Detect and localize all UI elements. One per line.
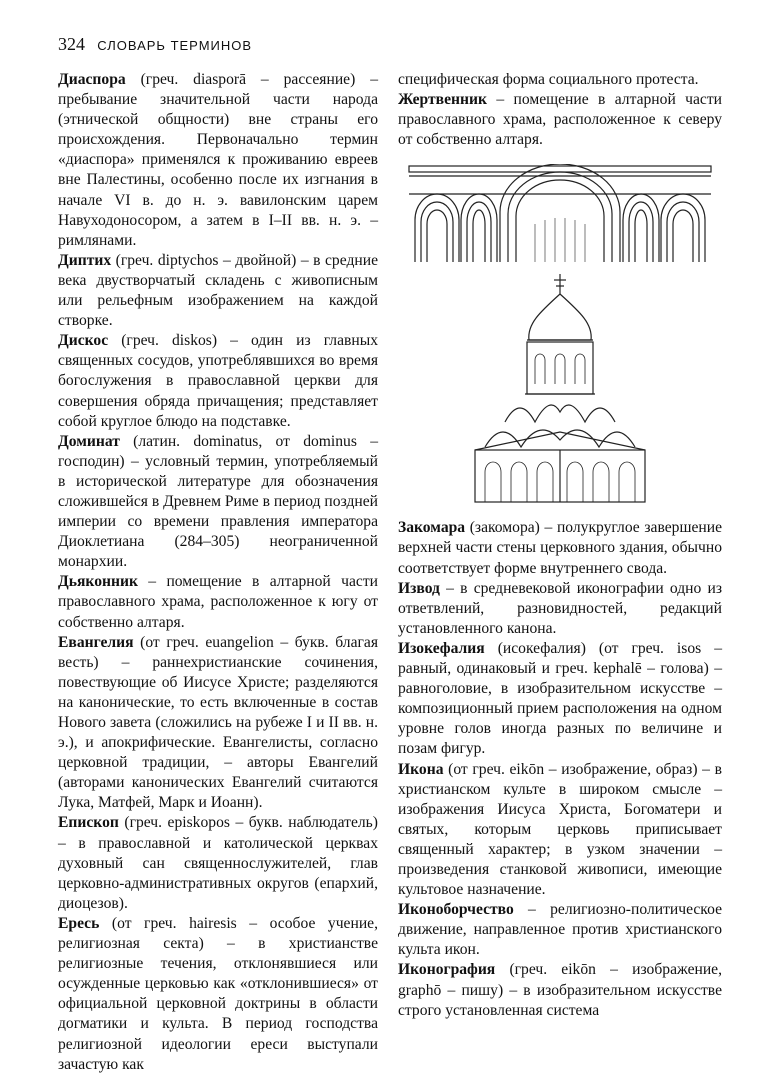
entry-izokefalia: [398, 639, 722, 760]
entry-ikona: [398, 760, 722, 901]
entry-term: Диаспора: [58, 71, 126, 88]
entry-diskos: [58, 331, 378, 431]
entry-term: Изокефалия: [398, 639, 485, 657]
entry-ikonoborchestvo: [398, 900, 722, 960]
entry-text: (греч. eikōn – изображение, graphō – пишу) – в изобразительном искусстве строго установленная система: [398, 961, 722, 1019]
entry-text: (закомора) – полукруглое завершение верхней части стены церковного здания, обычно соответствует форме внутреннего свода.: [398, 519, 722, 577]
entry-text: (исокефалия) (от греч. isos – равный, одинаковый и греч. kephalē – голова) – равноголовие, в изобразительном искусстве – композиционный прием расположения на одном уровне голов иногда разных по величине и позам фигур.: [398, 639, 722, 758]
zakomara-facade-illustration: [405, 164, 715, 264]
entry-term: Иконография: [398, 961, 496, 979]
entry-text: (греч. diasporā – рассеяние) – пребывание значительной части народа (этнической общности) вне страны его происхождения. Первоначально термин «диаспора» применялся к проживанию евреев вне Палестины, особенно после их изгнания в начале VI в. до н. э. вавилонским царем Навуходоносором, а затем в I–II вв. н. э. – римлянами.: [58, 71, 378, 249]
entry-term: Диптих: [58, 251, 112, 269]
entry-ikonografia: [398, 960, 722, 1020]
entry-text: (греч. diptychos – двойной) – в средние века двустворчатый складень с живописным или рельефным изображением на каждой створке.: [58, 251, 378, 330]
entry-evangelia: [58, 633, 378, 814]
entry-izvod: [398, 579, 722, 639]
entry-text: специфическая форма социального протеста.: [398, 71, 699, 88]
entry-zakomara: [398, 518, 722, 578]
entry-term: Жертвенник: [398, 91, 487, 109]
entry-episkop: [58, 813, 378, 913]
entry-continuation: [398, 70, 722, 90]
page-number: 324: [58, 34, 85, 54]
right-column: [398, 70, 722, 1021]
entry-term: Извод: [398, 579, 440, 597]
entry-term: Дьяконник: [58, 573, 138, 591]
entry-text: (греч. diskos) – один из главных священных сосудов, употреблявшихся во время богослужения в православной церкви для совершения обряда причащения; представляет собой круглое блюдо на подставке.: [58, 332, 378, 430]
entry-term: Евангелия: [58, 633, 134, 651]
entry-text: (от греч. eikōn – изображение, образ) – в христианском культе в широком смысле – изображения Иисуса Христа, Богоматери и святых, которым церковь приписывает священный характер; в узком значении – произведения станковой живописи, имеющие культовое назначение.: [398, 760, 722, 899]
entry-term: Ересь: [58, 914, 100, 932]
page-title: СЛОВАРЬ ТЕРМИНОВ: [97, 38, 253, 53]
entry-text: (от греч. hairesis – особое учение, религиозная секта) – в христианстве религиозные течения, отклонявшиеся или осужденные церковью как «отклонившиеся» от официальной церковной доктрины в области догматики и культа. В период господства религиозной идеологии ереси выступали зачастую как: [58, 914, 378, 1073]
entry-text: (от греч. euangelion – букв. благая весть) – раннехристианские сочинения, повествующие об Иисусе Христе; разделяются на канонические, то есть включенные в состав Нового завета (сложились на рубеже I и II вв. н. э.), и апокрифические. Евангелисты, согласно церковной традиции, – авторы Евангелий (авторами канонических Евангелий считаются Лука, Матфей, Марк и Иоанн).: [58, 633, 378, 812]
entry-term: Дискос: [58, 332, 109, 350]
entry-term: Доминат: [58, 432, 120, 450]
entry-term: Закомара: [398, 519, 466, 537]
church-dome-illustration: [445, 272, 675, 504]
entry-dyakonnik: [58, 572, 378, 632]
entry-term: Иконоборчество: [398, 901, 514, 919]
entry-text: (латин. dominatus, от dominus – господин) – условный термин, употребляемый в исторической литературе для обозначения сложившейся в Древнем Риме в период поздней империи со времени правления императора Диоклетиана (284–305) неограниченной монархии.: [58, 432, 378, 571]
entry-text: (греч. episkopos – букв. наблюдатель) – в православной и католической церквах духовный сан священнослужителей, глав церковно-административных округов (епархий, диоцезов).: [58, 814, 378, 912]
entry-text: – религиозно-политическое движение, направленное против христианского культа икон.: [398, 901, 722, 959]
page-header: [58, 34, 252, 55]
entry-diptych: [58, 251, 378, 331]
entry-zhertvennik: [398, 90, 722, 150]
entry-text: – помещение в алтарной части православного храма, расположенное к северу от собственно алтаря.: [398, 91, 722, 149]
entry-diaspora: [58, 70, 378, 251]
entry-eres: [58, 914, 378, 1075]
entry-dominat: [58, 432, 378, 573]
entry-term: Икона: [398, 760, 444, 778]
entry-term: Епископ: [58, 814, 119, 832]
entry-text: – помещение в алтарной части православного храма, расположенное к югу от собственно алтаря.: [58, 573, 378, 631]
left-column: [58, 70, 378, 1075]
entry-text: – в средневековой иконографии одно из ответвлений, разновидностей, редакций установленного канона.: [398, 579, 722, 637]
